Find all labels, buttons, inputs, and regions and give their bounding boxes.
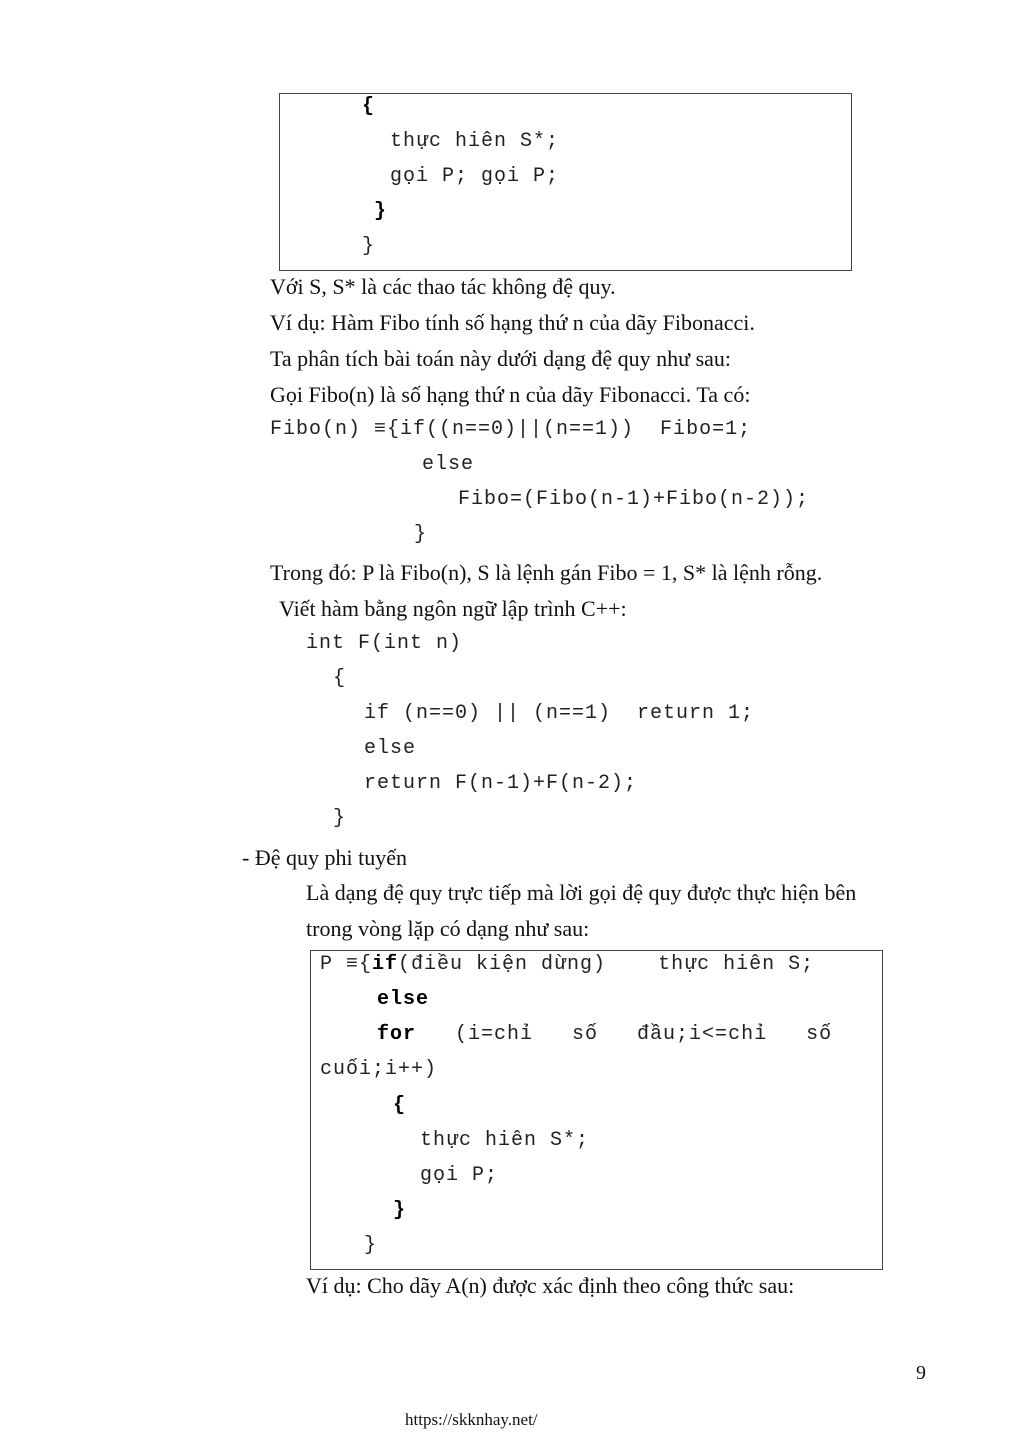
section-heading: - Đệ quy phi tuyến [242,845,407,870]
cpp-code-line: int F(int n) [306,632,463,655]
code-line: gọi P; gọi P; [390,165,560,188]
paragraph: Với S, S* là các thao tác không đệ quy. [270,274,616,299]
fibo-definition-line: Fibo(n) ≡{if((n==0)||(n==1)) Fibo=1; [270,418,752,441]
code-line: } [374,200,388,223]
code-line: for (i=chỉ số đầu;i<=chỉ số [377,1023,833,1046]
page-number: 9 [916,1362,926,1384]
code-line: { [393,1094,407,1117]
paragraph: Viết hàm bằng ngôn ngữ lập trình C++: [279,596,627,621]
fibo-definition-line: } [414,523,428,546]
code-line: { [362,95,376,118]
fibo-definition-line: else [422,453,475,476]
cpp-code-line: else [364,737,417,760]
fibo-definition-line: Fibo=(Fibo(n-1)+Fibo(n-2)); [458,488,810,511]
code-line: } [364,1234,378,1257]
cpp-code-line: { [333,667,347,690]
cpp-code-line: return F(n-1)+F(n-2); [364,772,638,795]
paragraph: Ví dụ: Cho dãy A(n) được xác định theo công thức sau: [306,1273,795,1298]
code-line: thực hiên S*; [390,130,560,153]
paragraph: Gọi Fibo(n) là số hạng thứ n của dãy Fibonacci. Ta có: [270,382,751,407]
cpp-code-line: if (n==0) || (n==1) return 1; [364,702,755,725]
footer-url[interactable]: https://skknhay.net/ [405,1410,538,1429]
paragraph: trong vòng lặp có dạng như sau: [306,916,590,941]
code-line: P ≡{if(điều kiện dừng) thực hiên S; [320,953,815,976]
code-line: } [362,235,376,258]
paragraph: Trong đó: P là Fibo(n), S là lệnh gán Fibo = 1, S* là lệnh rỗng. [270,560,823,585]
code-line: else [377,988,430,1011]
cpp-code-line: } [333,807,347,830]
code-line: thực hiên S*; [420,1129,590,1152]
code-line: cuối;i++) [320,1058,438,1081]
code-line: gọi P; [420,1164,499,1187]
paragraph: Ta phân tích bài toán này dưới dạng đệ quy như sau: [270,346,732,371]
code-line: } [393,1199,407,1222]
paragraph: Ví dụ: Hàm Fibo tính số hạng thứ n của dãy Fibonacci. [270,310,755,335]
paragraph: Là dạng đệ quy trực tiếp mà lời gọi đệ quy được thực hiện bên [306,880,857,905]
